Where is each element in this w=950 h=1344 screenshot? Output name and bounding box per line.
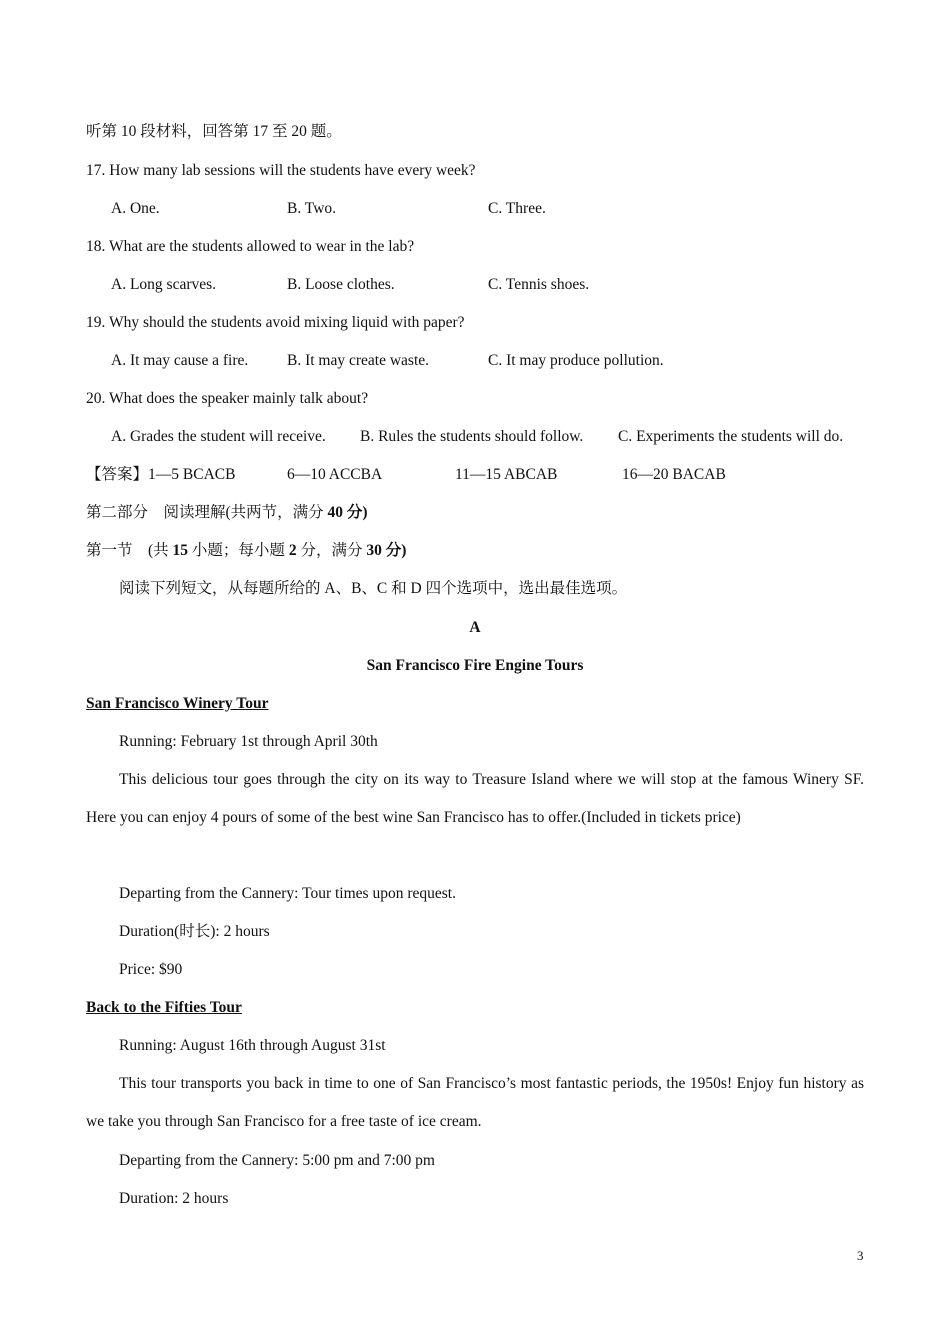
tour1-name: San Francisco Winery Tour [86,695,269,712]
section1-text-2: 小题；每小题 [188,542,289,559]
question-17-stem: 17. How many lab sessions will the students have every week? [86,162,476,179]
part2-title-text: 第二部分 阅读理解(共两节，满分 [86,504,328,521]
page-number: 3 [857,1248,864,1263]
tour1-description [86,761,864,837]
question-20-stem: 20. What does the speaker mainly talk about? [86,390,369,407]
passage-letter: A [469,619,481,636]
tour2-description [86,1065,864,1141]
tour1-price: Price: $90 [119,961,183,978]
answer-group-3: 11—15 ABCAB [455,466,558,483]
tour2-departing: Departing from the Cannery: 5:00 pm and 7:00 pm [119,1152,435,1169]
tour1-running: Running: February 1st through April 30th [119,733,378,750]
question-20-option-a: A. Grades the student will receive. [111,428,326,445]
section1-total-score: 30 [366,542,382,559]
tour1-description-text: This delicious tour goes through the city on its way to Treasure Island where we will stop at the famous Winery SF. Here you can enjoy 4 pours of some of the best wine San Francisco has to offer.(Included in tickets price) [86,771,864,826]
listening-intro: 听第 10 段材料，回答第 17 至 20 题。 [86,123,342,140]
section1-title-text: 第一节 (共 [86,542,173,559]
part2-title-suffix: 分) [343,504,368,521]
section1-title-suffix: 分) [381,542,407,559]
question-18-stem: 18. What are the students allowed to wear in the lab? [86,238,415,255]
question-18-option-c: C. Tennis shoes. [488,276,590,293]
question-19-option-b: B. It may create waste. [287,352,430,369]
section1-points-each: 2 [288,542,297,559]
tour1-duration: Duration(时长): 2 hours [119,923,270,940]
question-18-option-a: A. Long scarves. [111,276,217,293]
question-19-option-c: C. It may produce pollution. [488,352,664,369]
question-19-stem: 19. Why should the students avoid mixing liquid with paper? [86,314,465,331]
answer-group-1: 1—5 BCACB [148,466,236,483]
tour2-running: Running: August 16th through August 31st [119,1037,386,1054]
tour1-departing: Departing from the Cannery: Tour times upon request. [119,885,456,902]
section1-title [86,541,406,561]
section1-question-count: 15 [172,542,189,559]
section1-text-3: 分，满分 [296,542,367,559]
passage-title: San Francisco Fire Engine Tours [366,657,584,674]
question-17-option-c: C. Three. [488,200,546,217]
answer-group-4: 16—20 BACAB [622,466,726,483]
question-19-option-a: A. It may cause a fire. [111,352,249,369]
question-20-option-b: B. Rules the students should follow. [360,428,584,445]
tour2-name: Back to the Fifties Tour [86,999,242,1016]
part2-title [86,503,368,523]
answer-group-2: 6—10 ACCBA [287,466,383,483]
answer-key [86,465,235,485]
answer-label: 【答案】 [86,466,149,483]
question-18-option-b: B. Loose clothes. [287,276,395,293]
tour2-description-text: This tour transports you back in time to one of San Francisco’s most fantastic periods, the 1950s! Enjoy fun history as we take you through San Francisco for a free taste of ice cream. [86,1075,864,1130]
question-17-option-b: B. Two. [287,200,337,217]
tour2-duration: Duration: 2 hours [119,1190,229,1207]
part2-total-score: 40 [327,504,344,521]
question-17-option-a: A. One. [111,200,160,217]
question-20-option-c: C. Experiments the students will do. [618,428,844,445]
reading-instruction: 阅读下列短文，从每题所给的 A、B、C 和 D 四个选项中，选出最佳选项。 [119,580,628,597]
